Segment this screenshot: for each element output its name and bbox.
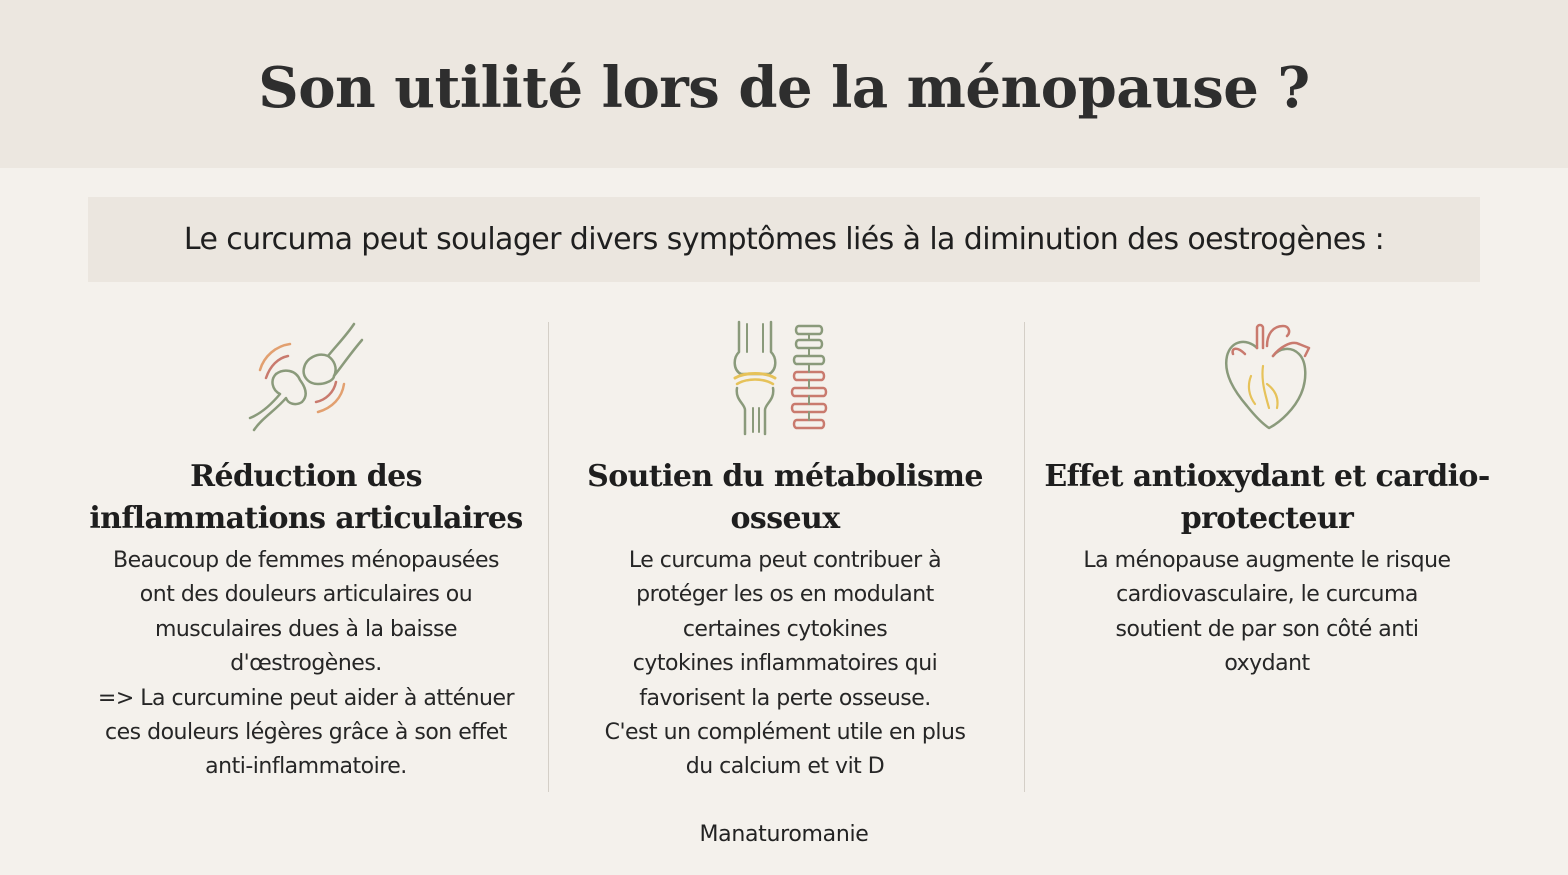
page-title: Son utilité lors de la ménopause ?: [258, 55, 1310, 121]
column-divider: [548, 322, 549, 792]
subtitle-box: [88, 197, 1480, 282]
bone-spine-icon: [725, 318, 845, 438]
brand-name: Manaturomanie: [699, 822, 869, 847]
column-divider: [1024, 322, 1025, 792]
column-body: La ménopause augmente le risque cardiovasculaire, le curcuma soutient de par son côté anti oxydant: [1083, 548, 1451, 677]
column-heading: Réduction des inflammations articulaires: [89, 459, 523, 536]
header-band: [0, 0, 1568, 168]
column-joints: [88, 318, 524, 788]
joint-icon: [246, 318, 366, 438]
column-bones: [562, 318, 1008, 788]
column-heading: Effet antioxydant et cardio-protecteur: [1044, 459, 1490, 536]
column-heading: Soutien du métabolisme osseux: [587, 459, 983, 536]
subtitle-text: Le curcuma peut soulager divers symptômes liés à la diminution des oestrogènes :: [183, 222, 1385, 257]
column-body: Beaucoup de femmes ménopausées ont des douleurs articulaires ou musculaires dues à la baisse d'œstrogènes. => La curcumine peut aider à atténuer ces douleurs légères grâce à son effet anti-inflammatoire.: [97, 548, 515, 780]
column-body: Le curcuma peut contribuer à protéger les os en modulant certaines cytokines cytokines inflammatoires qui favorisent la perte osseuse. C'est un complément utile en plus du calcium et vit D: [604, 548, 966, 780]
column-heart: [1042, 318, 1492, 788]
heart-icon: [1207, 318, 1327, 438]
